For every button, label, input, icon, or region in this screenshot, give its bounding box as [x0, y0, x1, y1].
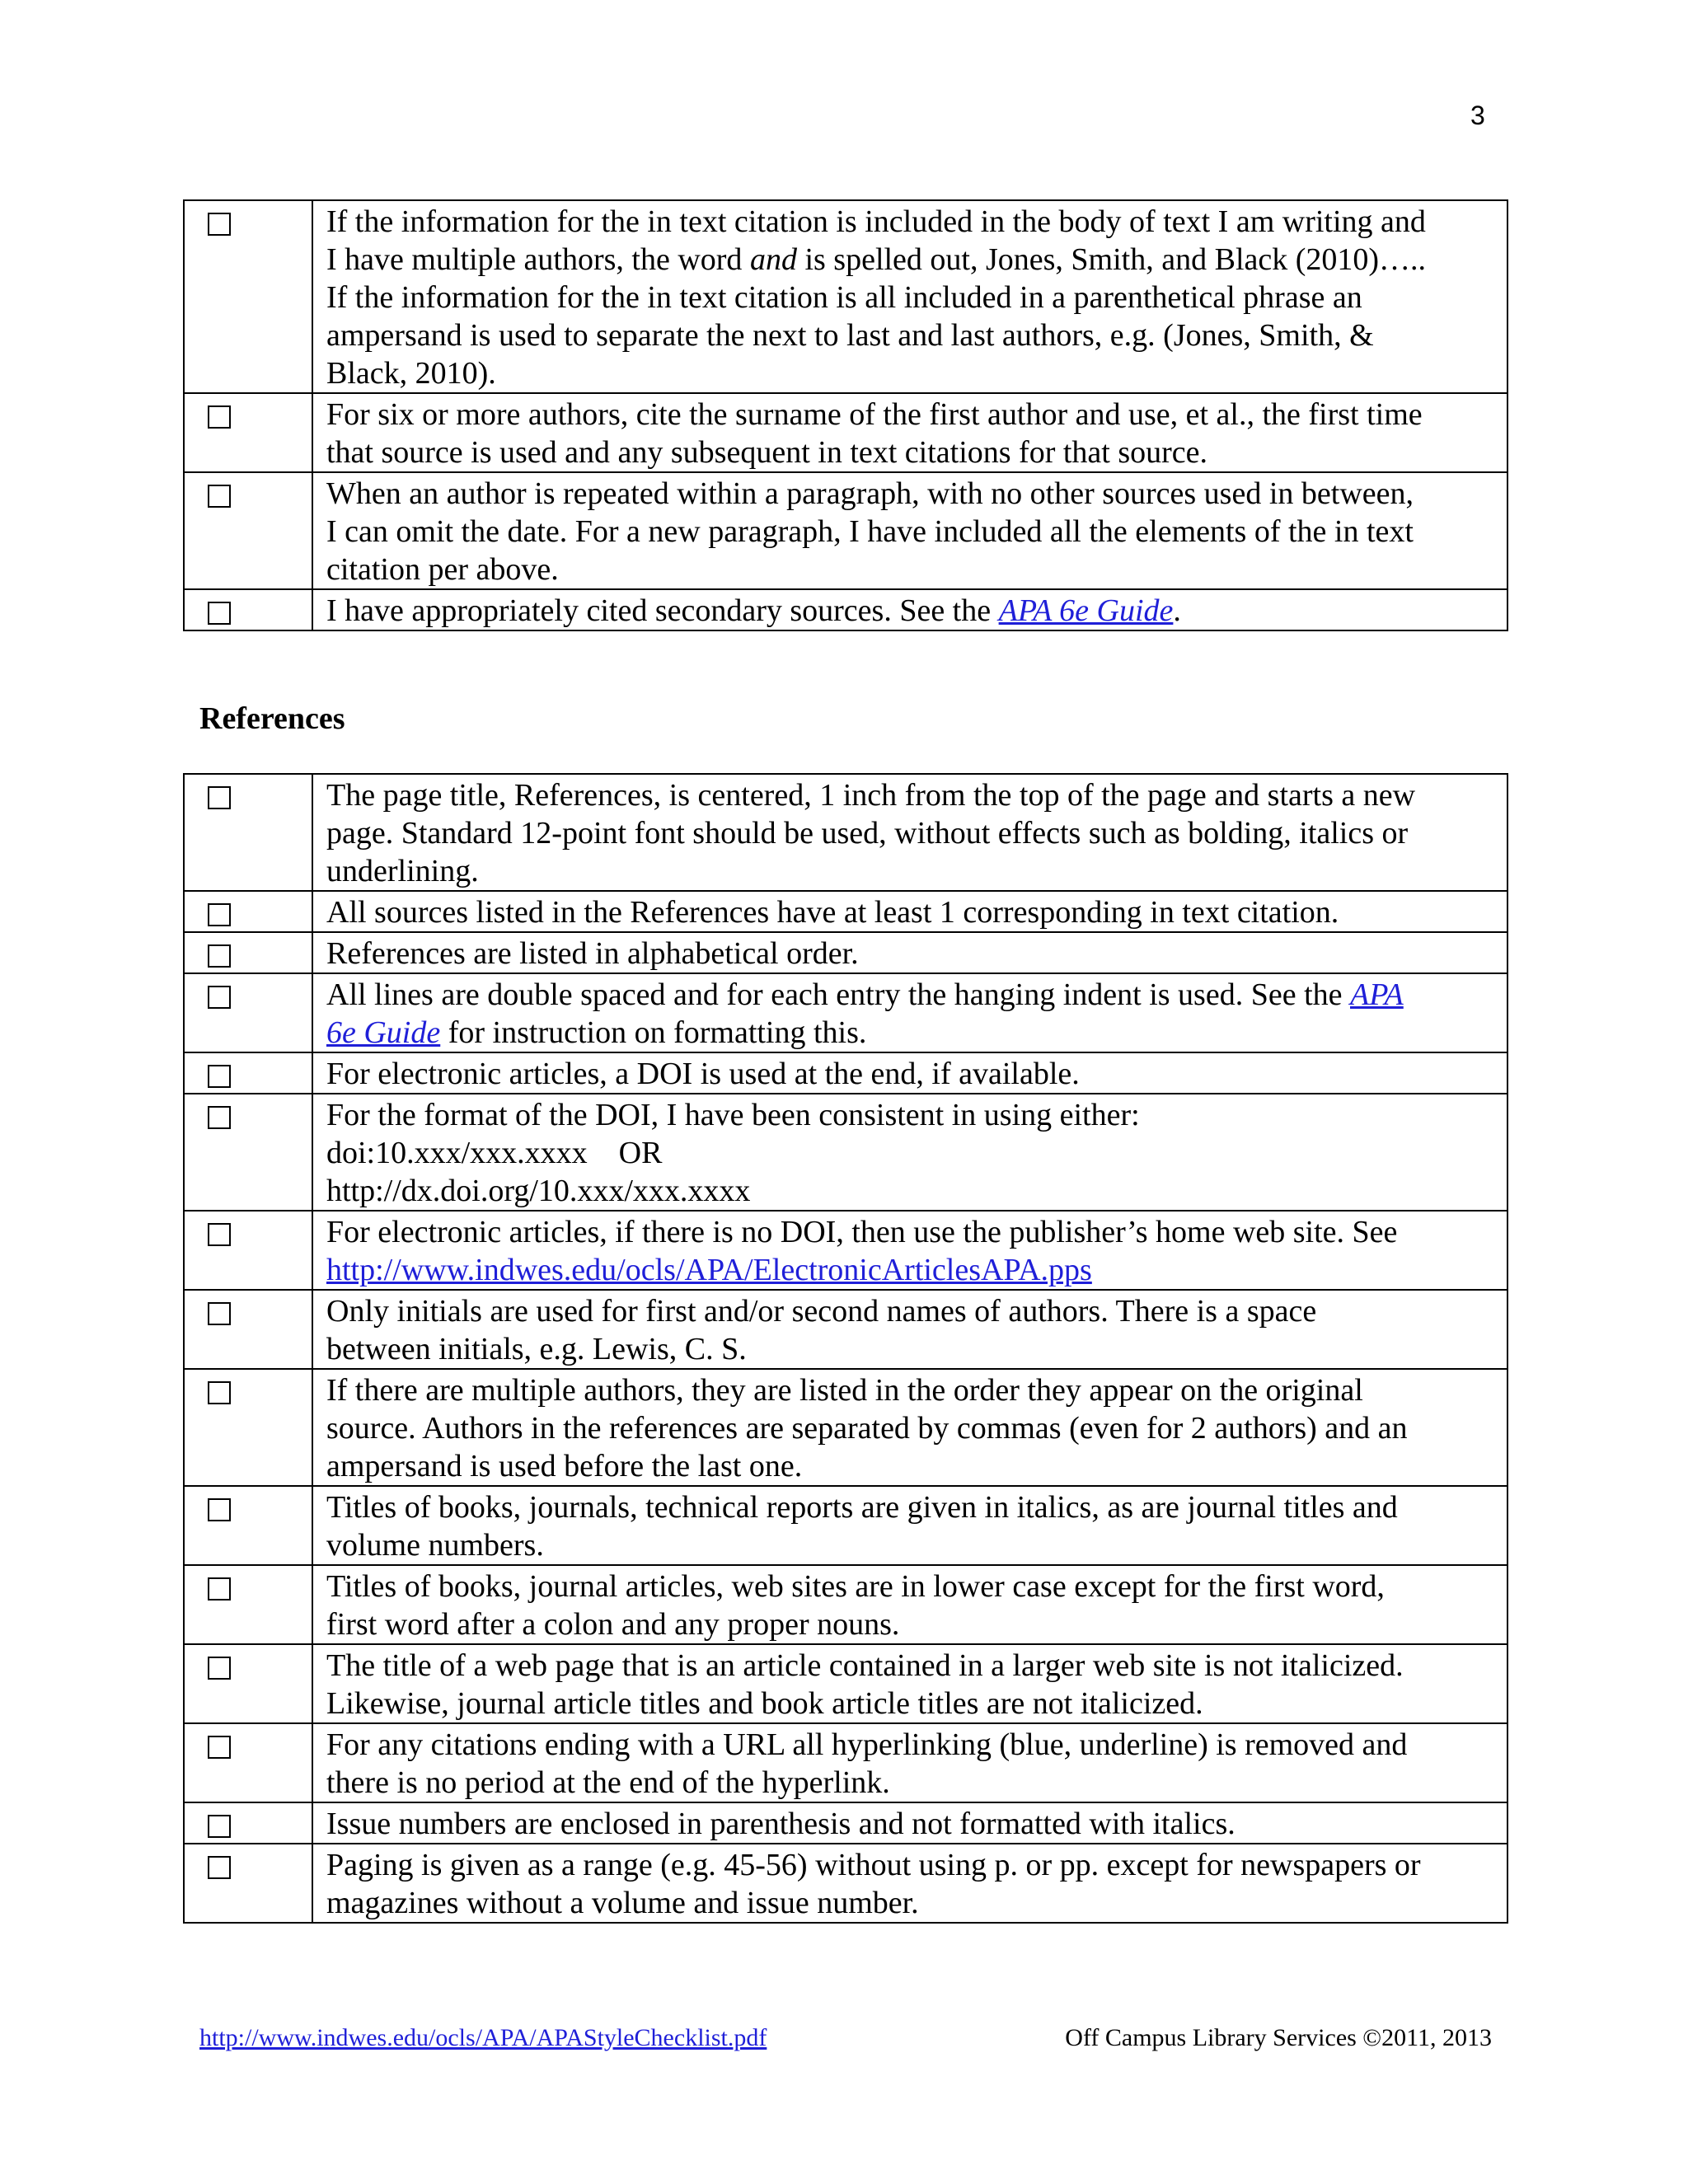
apa-guide-link[interactable]: APA	[1350, 977, 1404, 1012]
checkbox[interactable]	[208, 213, 231, 236]
checkbox[interactable]	[208, 1223, 231, 1246]
checklist-text: References are listed in alphabetical order.	[312, 932, 1507, 973]
checkbox[interactable]	[208, 986, 231, 1009]
footer-url-link[interactable]: http://www.indwes.edu/ocls/APA/APAStyleChecklist.pdf	[199, 2024, 767, 2051]
checkbox[interactable]	[208, 903, 231, 926]
checklist-text: Titles of books, journal articles, web sites are in lower case except for the first word, first word after a colon and any proper nouns.	[312, 1565, 1507, 1644]
checklist-text: Issue numbers are enclosed in parenthesis and not formatted with italics.	[312, 1802, 1507, 1844]
checklist-row	[184, 1844, 1507, 1923]
checklist-text: If the information for the in text citation is included in the body of text I am writing and I have multiple authors, the word and is spelled out, Jones, Smith, and Black (2010)….. If the information for the in text citation is all included in a parenthetical phrase an ampersand is used to separate the next to last and last authors, e.g. (Jones, Smith, & Black, 2010).	[312, 200, 1507, 393]
checklist-row	[184, 1723, 1507, 1802]
checklist-text: If there are multiple authors, they are listed in the order they appear on the original source. Authors in the references are separated by commas (even for 2 authors) and an ampersand is used before the last one.	[312, 1369, 1507, 1486]
checklist-text: For electronic articles, if there is no DOI, then use the publisher’s home web site. See http://www.indwes.edu/ocls/APA/ElectronicArticlesAPA.pps	[312, 1211, 1507, 1290]
checklist-text: I have appropriately cited secondary sources. See the APA 6e Guide.	[312, 589, 1507, 630]
checklist-row	[184, 1486, 1507, 1565]
checkbox[interactable]	[208, 1856, 231, 1879]
checklist-text: All lines are double spaced and for each entry the hanging indent is used. See the APA 6e Guide for instruction on formatting this.	[312, 973, 1507, 1052]
footer-credit: Off Campus Library Services ©2011, 2013	[1065, 2024, 1492, 2051]
italic-and: and	[749, 242, 797, 277]
checkbox[interactable]	[208, 1577, 231, 1601]
checkbox[interactable]	[208, 1736, 231, 1759]
checklist-text: Titles of books, journals, technical reports are given in italics, as are journal titles and volume numbers.	[312, 1486, 1507, 1565]
checklist-text: All sources listed in the References have at least 1 corresponding in text citation.	[312, 891, 1507, 932]
checklist-row	[184, 1369, 1507, 1486]
checklist-text: For electronic articles, a DOI is used at the end, if available.	[312, 1052, 1507, 1094]
checklist-row	[184, 932, 1507, 973]
checkbox[interactable]	[208, 405, 231, 429]
checkbox[interactable]	[208, 1498, 231, 1521]
checklist-row	[184, 200, 1507, 393]
references-checklist	[183, 773, 1508, 1924]
checklist-row	[184, 891, 1507, 932]
checkbox[interactable]	[208, 1657, 231, 1680]
checklist-text: Paging is given as a range (e.g. 45-56) without using p. or pp. except for newspapers or magazines without a volume and issue number.	[312, 1844, 1507, 1923]
checklist-text: Only initials are used for first and/or second names of authors. There is a space between initials, e.g. Lewis, C. S.	[312, 1290, 1507, 1369]
checklist-row	[184, 1290, 1507, 1369]
checkbox[interactable]	[208, 1302, 231, 1325]
checklist-row	[184, 774, 1507, 891]
checkbox[interactable]	[208, 485, 231, 508]
checklist-row	[184, 589, 1507, 630]
checklist-text: For the format of the DOI, I have been consistent in using either: doi:10.xxx/xxx.xxxx OR http://dx.doi.org/10.xxx/xxx.xxxx	[312, 1094, 1507, 1211]
checklist-row	[184, 1565, 1507, 1644]
checklist-row	[184, 1052, 1507, 1094]
checklist-row	[184, 1094, 1507, 1211]
electronic-articles-link[interactable]: http://www.indwes.edu/ocls/APA/ElectronicArticlesAPA.pps	[326, 1253, 1092, 1287]
checklist-row	[184, 393, 1507, 472]
checkbox[interactable]	[208, 1106, 231, 1129]
apa-guide-link[interactable]: APA 6e Guide	[998, 593, 1174, 628]
checklist-text: For six or more authors, cite the surname of the first author and use, et al., the first time that source is used and any subsequent in text citations for that source.	[312, 393, 1507, 472]
checkbox[interactable]	[208, 1065, 231, 1088]
checkbox[interactable]	[208, 1381, 231, 1404]
checklist-row	[184, 1802, 1507, 1844]
checklist-text: The page title, References, is centered, 1 inch from the top of the page and starts a new page. Standard 12-point font should be used, without effects such as bolding, italics or underlining.	[312, 774, 1507, 891]
checkbox[interactable]	[208, 944, 231, 968]
checklist-row	[184, 973, 1507, 1052]
checklist-text: For any citations ending with a URL all hyperlinking (blue, underline) is removed and there is no period at the end of the hyperlink.	[312, 1723, 1507, 1802]
checklist-row	[184, 472, 1507, 589]
intext-citation-checklist	[183, 199, 1508, 631]
references-heading: References	[199, 701, 345, 736]
checklist-row	[184, 1211, 1507, 1290]
checkbox[interactable]	[208, 786, 231, 809]
page-number: 3	[1470, 101, 1485, 130]
checkbox[interactable]	[208, 602, 231, 625]
apa-guide-link[interactable]: 6e Guide	[326, 1015, 441, 1050]
checkbox[interactable]	[208, 1815, 231, 1838]
checklist-row	[184, 1644, 1507, 1723]
checklist-text: The title of a web page that is an article contained in a larger web site is not italicized. Likewise, journal article titles and book article titles are not italicized.	[312, 1644, 1507, 1723]
checklist-text: When an author is repeated within a paragraph, with no other sources used in between, I can omit the date. For a new paragraph, I have included all the elements of the in text citation per above.	[312, 472, 1507, 589]
